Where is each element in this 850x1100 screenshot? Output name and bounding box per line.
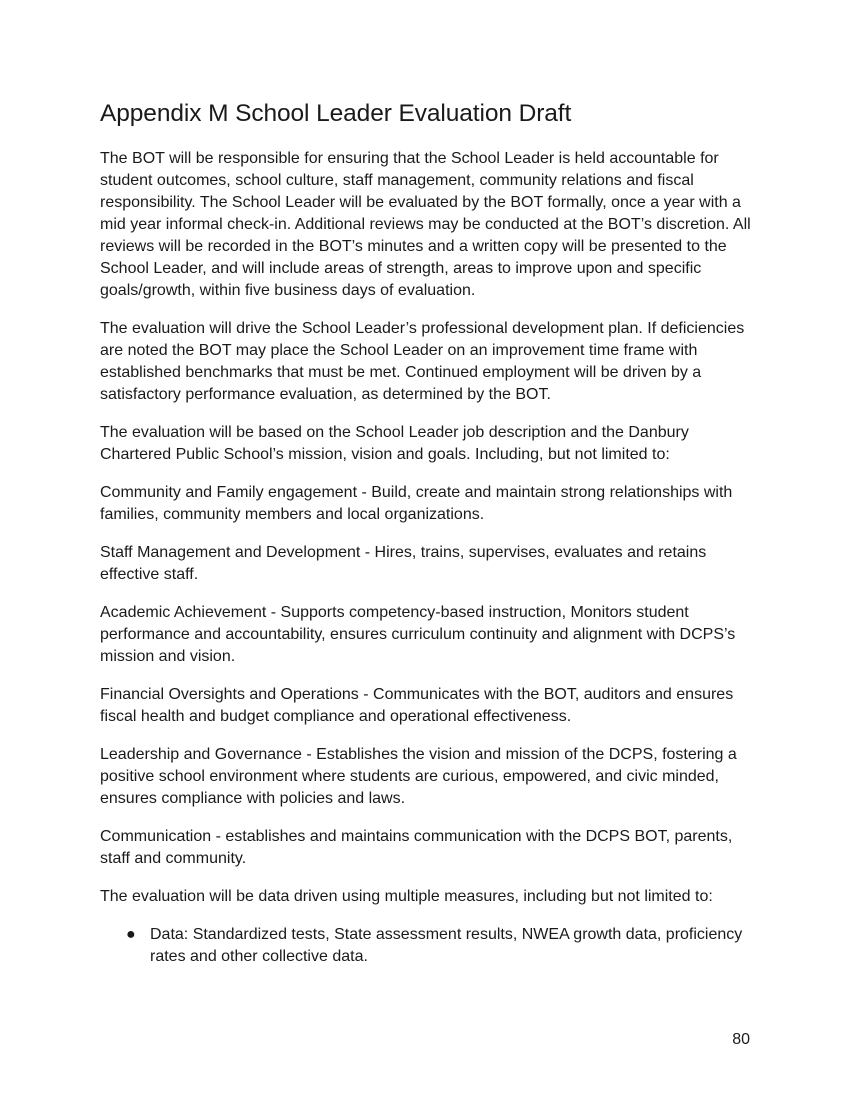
paragraph-academic-achievement: Academic Achievement - Supports competency-based instruction, Monitors student performance and accountability, ensures curriculum continuity and alignment with DCPS’s mission and vision. [100, 604, 736, 665]
paragraph-professional-development: The evaluation will drive the School Leader’s professional development plan. If deficiencies are noted the BOT may place the School Leader on an improvement time frame with established benchmarks that must be met. Continued employment will be driven by a satisfactory performance evaluation, as determined by the BOT. [100, 320, 745, 403]
page-title: Appendix M School Leader Evaluation Draft [100, 100, 572, 127]
bullet-list [100, 924, 752, 968]
paragraph-community-engagement: Community and Family engagement - Build, create and maintain strong relationships with families, community members and local organizations. [100, 484, 733, 523]
paragraph-data-driven: The evaluation will be data driven using multiple measures, including but not limited to: [100, 888, 713, 905]
paragraph-financial-oversight: Financial Oversights and Operations - Communicates with the BOT, auditors and ensures fiscal health and budget compliance and operational effectiveness. [100, 686, 734, 725]
list-item [126, 924, 752, 968]
list-item-text: Data: Standardized tests, State assessment results, NWEA growth data, proficiency rates and other collective data. [150, 926, 743, 965]
paragraph-staff-management: Staff Management and Development - Hires, trains, supervises, evaluates and retains effective staff. [100, 544, 707, 583]
paragraph-communication: Communication - establishes and maintains communication with the DCPS BOT, parents, staff and community. [100, 828, 733, 867]
page-number: 80 [732, 1031, 750, 1048]
paragraph-evaluation-basis: The evaluation will be based on the School Leader job description and the Danbury Chartered Public School’s mission, vision and goals. Including, but not limited to: [100, 424, 689, 463]
paragraph-leadership-governance: Leadership and Governance - Establishes the vision and mission of the DCPS, fostering a positive school environment where students are curious, empowered, and civic minded, ensures compliance with policies and laws. [100, 746, 737, 807]
document-page [100, 96, 752, 968]
bullet-icon: ● [126, 926, 136, 943]
paragraph-accountability: The BOT will be responsible for ensuring that the School Leader is held accountable for student outcomes, school culture, staff management, community relations and fiscal responsibility. The School Leader will be evaluated by the BOT formally, once a year with a mid year informal check-in. Additional reviews may be conducted at the BOT’s discretion. All reviews will be recorded in the BOT’s minutes and a written copy will be presented to the School Leader, and will include areas of strength, areas to improve upon and specific goals/growth, within five business days of evaluation. [100, 150, 751, 299]
